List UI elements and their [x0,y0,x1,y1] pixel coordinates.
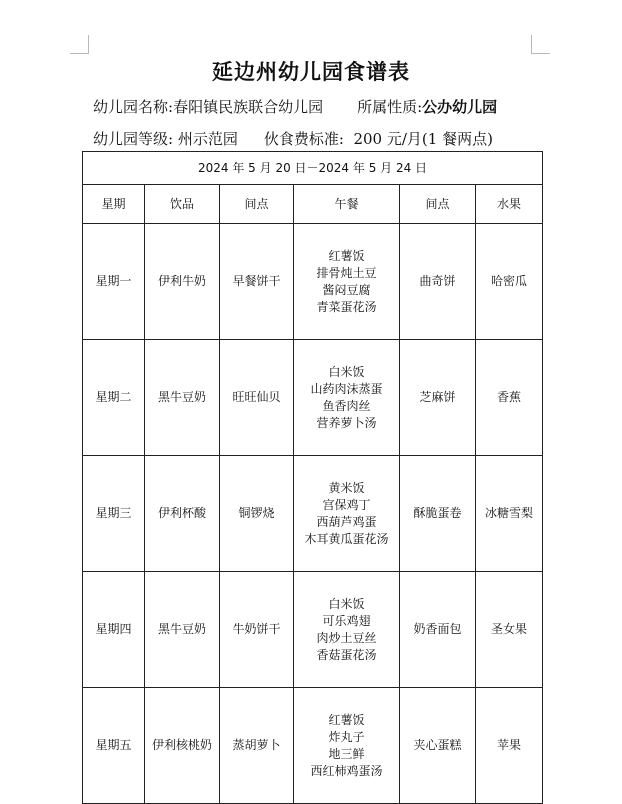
header-snack-morning: 间点 [220,185,294,224]
lunch-item: 肉炒土豆丝 [316,630,377,645]
page-corner-mark-top-right [531,35,550,54]
snack-afternoon-cell: 奶香面包 [400,572,476,688]
lunch-item: 可乐鸡翅 [322,613,371,628]
date-range: 2024 年 5 月 20 日－2024 年 5 月 24 日 [83,152,543,185]
fruit-cell: 香蕉 [476,340,543,456]
lunch-item: 山药肉沫蒸蛋 [310,381,383,396]
lunch-item: 排骨炖土豆 [316,265,377,280]
snack-morning-cell: 牛奶饼干 [220,572,294,688]
table-row-monday [83,224,543,340]
snack-afternoon-cell: 芝麻饼 [400,340,476,456]
level-label: 幼儿园等级: [93,130,174,148]
header-fruit: 水果 [476,185,543,224]
lunch-item: 宫保鸡丁 [322,497,371,512]
header-weekday: 星期 [83,185,145,224]
lunch-item: 白米饭 [328,596,365,611]
kindergarten-name-value: 春阳镇民族联合幼儿园 [173,98,324,116]
lunch-item: 地三鲜 [328,746,365,761]
lunch-cell [294,688,400,804]
weekday-cell: 星期一 [83,224,145,340]
lunch-item: 香菇蛋花汤 [316,647,377,662]
snack-morning-cell: 旺旺仙贝 [220,340,294,456]
table-row-wednesday [83,456,543,572]
drink-cell: 伊利牛奶 [145,224,220,340]
table-row-tuesday [83,340,543,456]
snack-morning-cell: 蒸胡萝卜 [220,688,294,804]
nature-value: 公办幼儿园 [422,98,498,116]
fruit-cell: 圣女果 [476,572,543,688]
weekday-cell: 星期四 [83,572,145,688]
lunch-cell [294,456,400,572]
header-drink: 饮品 [145,185,220,224]
weekday-cell: 星期三 [83,456,145,572]
header-snack-afternoon: 间点 [400,185,476,224]
header-lunch: 午餐 [294,185,400,224]
fruit-cell: 冰糖雪梨 [476,456,543,572]
menu-table [82,151,543,804]
page-title: 延边州幼儿园食谱表 [212,59,410,84]
drink-cell: 伊利核桃奶 [145,688,220,804]
kindergarten-name-label: 幼儿园名称: [93,98,174,116]
nature-label: 所属性质: [357,98,423,116]
fruit-cell: 哈密瓜 [476,224,543,340]
level-value: 州示范园 [177,130,238,148]
fee-value: 200 元/月(1 餐两点) [353,130,493,148]
weekday-cell: 星期五 [83,688,145,804]
snack-afternoon-cell: 酥脆蛋卷 [400,456,476,572]
info-row-level-fee [93,128,493,149]
snack-morning-cell: 铜锣烧 [220,456,294,572]
table-row-friday [83,688,543,804]
snack-afternoon-cell: 夹心蛋糕 [400,688,476,804]
lunch-item: 炸丸子 [328,729,365,744]
snack-afternoon-cell: 曲奇饼 [400,224,476,340]
date-range-row [83,152,543,185]
fee-label: 伙食费标准: [263,130,344,148]
lunch-item: 营养萝卜汤 [316,415,377,430]
lunch-item: 白米饭 [328,364,365,379]
drink-cell: 伊利杯酸 [145,456,220,572]
lunch-item: 木耳黄瓜蛋花汤 [304,531,389,546]
lunch-item: 黄米饭 [328,480,365,495]
lunch-cell [294,224,400,340]
drink-cell: 黑牛豆奶 [145,572,220,688]
lunch-cell [294,340,400,456]
snack-morning-cell: 早餐饼干 [220,224,294,340]
weekday-cell: 星期二 [83,340,145,456]
drink-cell: 黑牛豆奶 [145,340,220,456]
lunch-item: 青菜蛋花汤 [316,299,377,314]
fruit-cell: 苹果 [476,688,543,804]
page-corner-mark-top-left [70,35,89,54]
lunch-item: 西葫芦鸡蛋 [316,514,377,529]
info-row-name-nature [93,96,497,117]
table-row-thursday [83,572,543,688]
lunch-item: 红薯饭 [328,712,365,727]
lunch-item: 酱闷豆腐 [322,282,371,297]
lunch-cell [294,572,400,688]
lunch-item: 鱼香肉丝 [322,398,371,413]
table-header-row [83,185,543,224]
lunch-item: 西红柿鸡蛋汤 [310,763,383,778]
lunch-item: 红薯饭 [328,248,365,263]
